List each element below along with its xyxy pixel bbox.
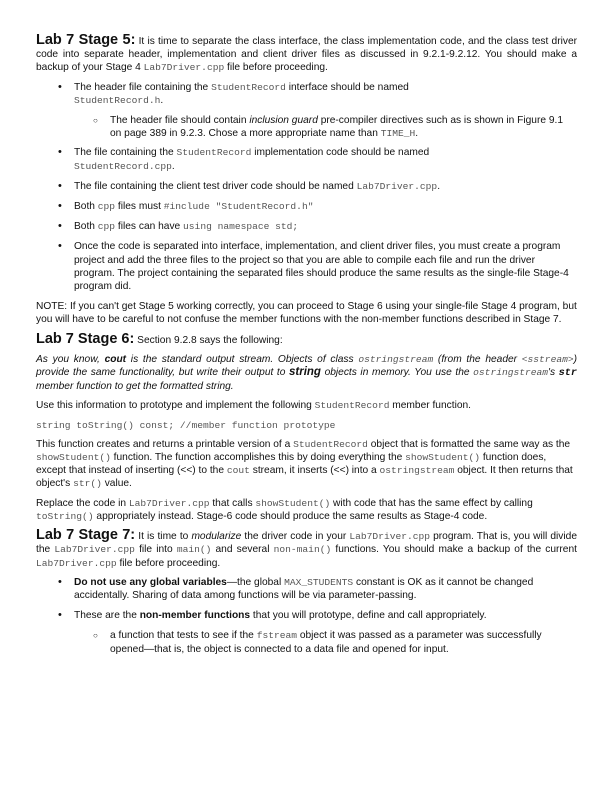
list-item: • The file containing the client test driver code should be named Lab7Driver.cpp.	[36, 180, 577, 193]
list-item: • Both cpp files can have using namespace std;	[36, 220, 577, 233]
stage6-heading: Lab 7 Stage 6:	[36, 330, 135, 347]
stage6-use: Use this information to prototype and implement the following StudentRecord member function.	[36, 400, 471, 412]
stage6-paragraph-1: This function creates and returns a printable version of a StudentRecord object that is formatted the same way as the showStudent() function. The function accomplishes this by doing everything the showStudent() function does, except that instead of inserting (<<) to the cout stream, it inserts (<<) into a ostringstream object. It then returns that object's str() value.	[36, 438, 573, 490]
list-item: ○ The header file should contain inclusion guard pre-compiler directives such as is shown in Figure 9.1 on page 389 in 9.2.3. Chose a more appropriate name than TIME_H.	[36, 114, 577, 140]
document-page	[36, 34, 577, 662]
list-item: • Once the code is separated into interface, implementation, and client driver files, you must create a program project and add the three files to the project so that you are able to compile each file and run the driver program. The project containing the separated files should produce the same results as the single-file Stage-4 program did.	[36, 240, 577, 293]
stage7-intro: Lab 7 Stage 7: It is time to modularize the driver code in your Lab7Driver.cpp program. That is, you will divide the Lab7Driver.cpp file into main() and several non-main() functions. You should make a backup of the current Lab7Driver.cpp file before proceeding.	[36, 527, 577, 569]
list-item: • Do not use any global variables—the global MAX_STUDENTS constant is OK as it cannot be changed accidentally. Sharing of data among functions will be via parameter-passing.	[36, 576, 577, 602]
list-item: • These are the non-member functions that you will prototype, define and call appropriately.	[36, 609, 577, 622]
stage7-list	[36, 576, 577, 656]
list-item: ○ a function that tests to see if the fstream object it was passed as a parameter was successfully opened—that is, the object is connected to a data file and opened for input.	[36, 629, 577, 655]
code-prototype: string toString() const; //member function prototype	[36, 419, 336, 431]
stage5-heading: Lab 7 Stage 5:	[36, 32, 136, 48]
stage6-quote: As you know, cout is the standard output stream. Objects of class ostringstream (from the header <sstream>) provide the same functionality, but write their output to string objects in memory. You use the ostringstream's str member function to get the formatted string.	[36, 353, 578, 393]
list-item: • The file containing the StudentRecord implementation code should be named StudentRecord.cpp.	[36, 146, 577, 172]
stage5-intro: Lab 7 Stage 5: It is time to separate the class interface, the class implementation code, and the class test driver code into separate header, implementation and client driver files as discussed in 9.2.1-9.2.12. You should make a backup of your Stage 4 Lab7Driver.cpp file before proceeding.	[36, 32, 577, 74]
stage7-heading: Lab 7 Stage 7:	[36, 527, 136, 544]
stage6-paragraph-2: Replace the code in Lab7Driver.cpp that calls showStudent() with code that has the same effect by calling toString() appropriately instead. Stage-6 code should produce the same results as Stage-4 code.	[36, 497, 533, 522]
stage6-intro: Lab 7 Stage 6: Section 9.2.8 says the following:	[36, 330, 283, 347]
stage5-note: NOTE: If you can't get Stage 5 working correctly, you can proceed to Stage 6 using your single-file Stage 4 program, but you will have to be careful to not confuse the member functions with the non-member functions described in Stage 7.	[36, 301, 577, 326]
stage5-list	[36, 81, 577, 294]
list-item: • Both cpp files must #include "StudentRecord.h"	[36, 200, 577, 213]
list-item: • The header file containing the StudentRecord interface should be named StudentRecord.h.	[36, 81, 577, 107]
